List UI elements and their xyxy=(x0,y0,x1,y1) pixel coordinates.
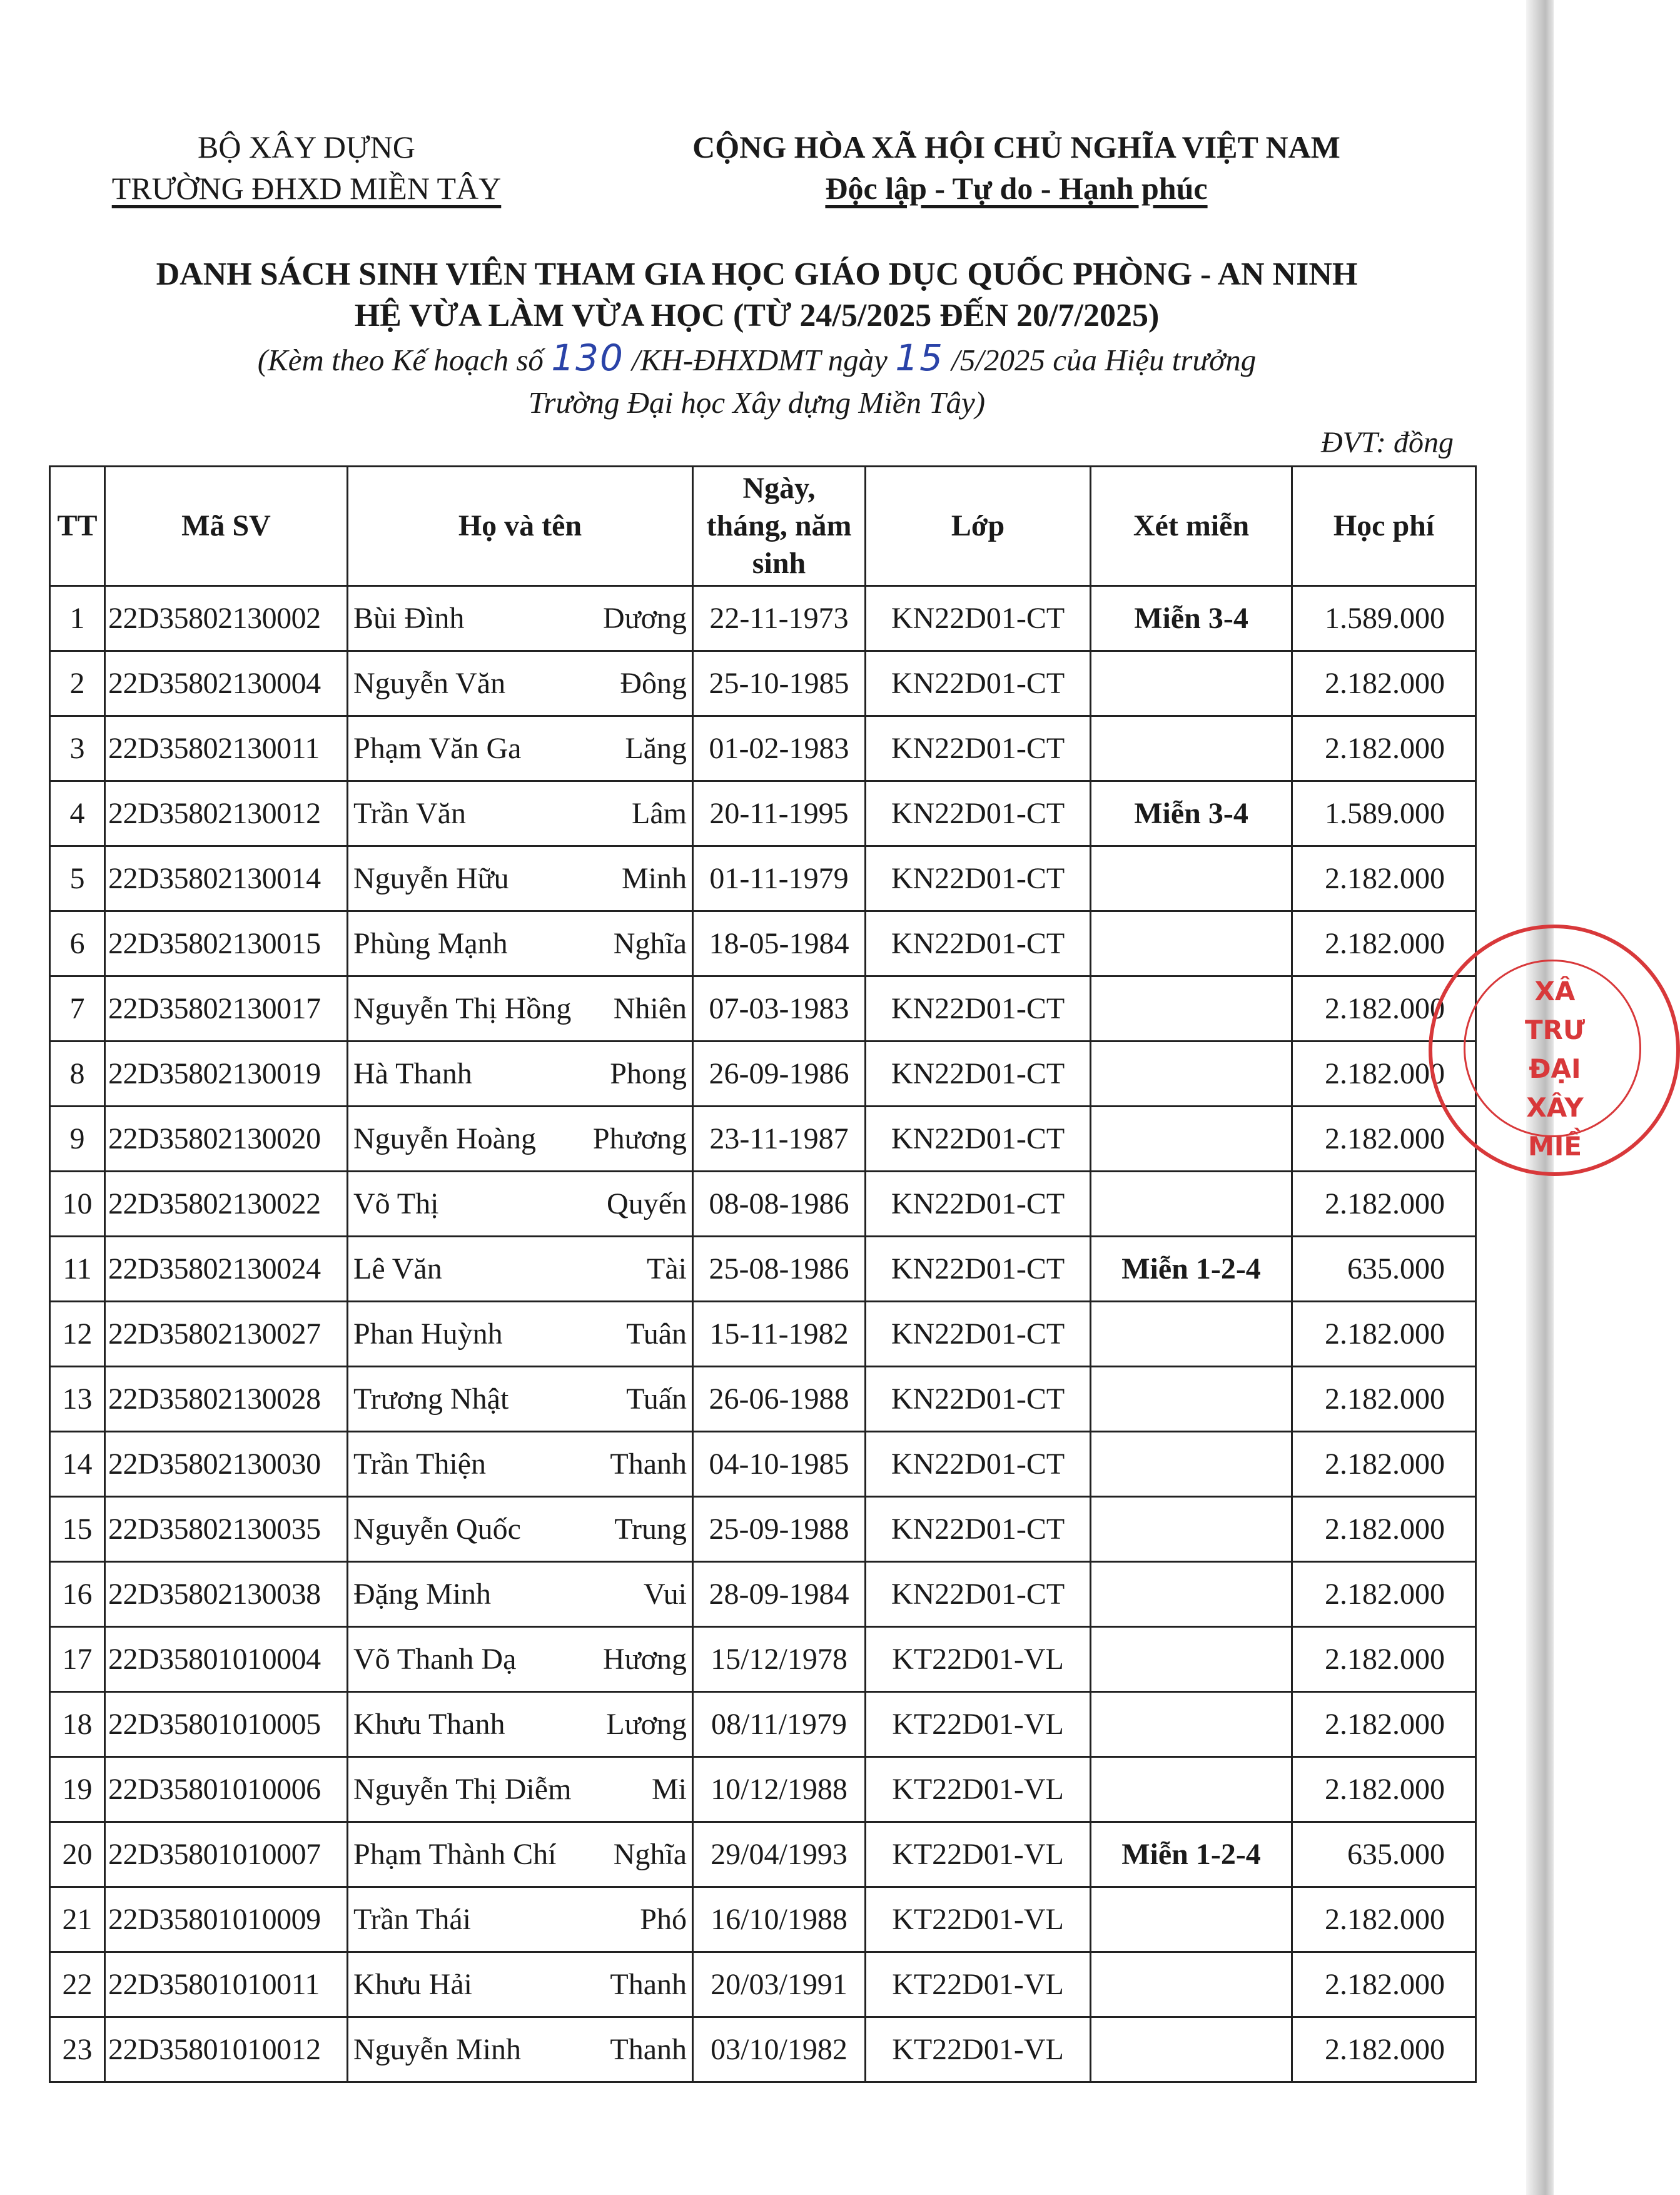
date-of-birth: 25-10-1985 xyxy=(693,651,866,716)
header-dob-line2: tháng, năm xyxy=(706,509,852,542)
given-name: Lương xyxy=(606,1708,687,1741)
exemption xyxy=(1091,1302,1292,1367)
date-of-birth: 15-11-1982 xyxy=(693,1302,866,1367)
tuition-fee: 2.182.000 xyxy=(1292,1952,1476,2017)
tuition-fee: 2.182.000 xyxy=(1292,716,1476,781)
student-id: 22D35802130028 xyxy=(105,1367,348,1432)
table-body xyxy=(50,586,1476,2082)
given-name: Tài xyxy=(647,1252,687,1285)
student-name xyxy=(348,1562,693,1627)
header-tt: TT xyxy=(50,467,105,586)
exemption xyxy=(1091,1172,1292,1237)
family-name: Nguyễn Thị Hồng xyxy=(353,992,572,1025)
subtitle-part3: /5/2025 của Hiệu trưởng xyxy=(951,343,1257,377)
exemption: Miễn 3-4 xyxy=(1091,586,1292,651)
date-of-birth: 01-11-1979 xyxy=(693,846,866,911)
class-code: KT22D01-VL xyxy=(866,1627,1091,1692)
student-name xyxy=(348,1497,693,1562)
exemption xyxy=(1091,1692,1292,1757)
student-name xyxy=(348,976,693,1042)
class-code: KT22D01-VL xyxy=(866,1822,1091,1887)
table-row xyxy=(50,911,1476,976)
exemption xyxy=(1091,1107,1292,1172)
exemption xyxy=(1091,846,1292,911)
ministry-header xyxy=(69,126,544,209)
tuition-fee: 2.182.000 xyxy=(1292,976,1476,1042)
exemption xyxy=(1091,1952,1292,2017)
date-of-birth: 08/11/1979 xyxy=(693,1692,866,1757)
class-code: KN22D01-CT xyxy=(866,1432,1091,1497)
tuition-fee: 2.182.000 xyxy=(1292,1107,1476,1172)
family-name: Nguyễn Thị Diễm xyxy=(353,1773,572,1806)
student-id: 22D35801010012 xyxy=(105,2017,348,2082)
given-name: Lâm xyxy=(632,797,687,830)
row-number: 3 xyxy=(50,716,105,781)
student-id: 22D35802130012 xyxy=(105,781,348,846)
student-id: 22D35801010011 xyxy=(105,1952,348,2017)
date-of-birth: 08-08-1986 xyxy=(693,1172,866,1237)
family-name: Võ Thanh Dạ xyxy=(353,1643,517,1676)
exemption xyxy=(1091,911,1292,976)
table-header-row xyxy=(50,467,1476,586)
student-id: 22D35802130027 xyxy=(105,1302,348,1367)
class-code: KN22D01-CT xyxy=(866,586,1091,651)
student-name xyxy=(348,1757,693,1822)
row-number: 5 xyxy=(50,846,105,911)
family-name: Nguyễn Quốc xyxy=(353,1513,521,1546)
student-id: 22D35802130022 xyxy=(105,1172,348,1237)
national-motto: Độc lập - Tự do - Hạnh phúc xyxy=(825,171,1208,206)
date-of-birth: 15/12/1978 xyxy=(693,1627,866,1692)
document-title-line2: HỆ VỪA LÀM VỪA HỌC (TỪ 24/5/2025 ĐẾN 20/7/2025) xyxy=(354,298,1160,333)
tuition-fee: 2.182.000 xyxy=(1292,1757,1476,1822)
given-name: Đông xyxy=(620,667,687,700)
row-number: 17 xyxy=(50,1627,105,1692)
given-name: Mi xyxy=(651,1773,687,1806)
date-of-birth: 25-09-1988 xyxy=(693,1497,866,1562)
given-name: Thanh xyxy=(610,1447,687,1481)
student-id: 22D35802130035 xyxy=(105,1497,348,1562)
student-name xyxy=(348,1692,693,1757)
table-row xyxy=(50,1042,1476,1107)
class-code: KN22D01-CT xyxy=(866,781,1091,846)
header-full-name: Họ và tên xyxy=(348,467,693,586)
student-name xyxy=(348,651,693,716)
date-of-birth: 26-09-1986 xyxy=(693,1042,866,1107)
given-name: Thanh xyxy=(610,1968,687,2001)
date-of-birth: 20/03/1991 xyxy=(693,1952,866,2017)
family-name: Hà Thanh xyxy=(353,1057,472,1090)
date-of-birth: 10/12/1988 xyxy=(693,1757,866,1822)
tuition-fee: 2.182.000 xyxy=(1292,2017,1476,2082)
student-id: 22D35802130002 xyxy=(105,586,348,651)
row-number: 13 xyxy=(50,1367,105,1432)
exemption xyxy=(1091,976,1292,1042)
tuition-fee: 2.182.000 xyxy=(1292,1562,1476,1627)
row-number: 7 xyxy=(50,976,105,1042)
date-of-birth: 26-06-1988 xyxy=(693,1367,866,1432)
table-row xyxy=(50,1302,1476,1367)
student-name xyxy=(348,1627,693,1692)
class-code: KN22D01-CT xyxy=(866,1107,1091,1172)
class-code: KN22D01-CT xyxy=(866,1042,1091,1107)
table-row xyxy=(50,846,1476,911)
given-name: Thanh xyxy=(610,2033,687,2066)
date-of-birth: 18-05-1984 xyxy=(693,911,866,976)
date-of-birth: 25-08-1986 xyxy=(693,1237,866,1302)
row-number: 22 xyxy=(50,1952,105,2017)
seal-text-line: TRƯ xyxy=(1524,1015,1586,1045)
subtitle-part2: /KH-ĐHXDMT ngày xyxy=(632,343,888,377)
class-code: KT22D01-VL xyxy=(866,1692,1091,1757)
family-name: Võ Thị xyxy=(353,1187,439,1220)
student-name xyxy=(348,2017,693,2082)
student-id: 22D35802130019 xyxy=(105,1042,348,1107)
date-of-birth: 01-02-1983 xyxy=(693,716,866,781)
student-name xyxy=(348,716,693,781)
tuition-fee: 2.182.000 xyxy=(1292,911,1476,976)
class-code: KN22D01-CT xyxy=(866,1497,1091,1562)
table-row xyxy=(50,976,1476,1042)
table-row xyxy=(50,1887,1476,1952)
table-row xyxy=(50,781,1476,846)
family-name: Phùng Mạnh xyxy=(353,927,508,960)
family-name: Khưu Hải xyxy=(353,1968,472,2001)
student-id: 22D35802130015 xyxy=(105,911,348,976)
exemption xyxy=(1091,651,1292,716)
family-name: Trần Văn xyxy=(353,797,467,830)
given-name: Nghĩa xyxy=(613,927,687,960)
date-of-birth: 22-11-1973 xyxy=(693,586,866,651)
row-number: 10 xyxy=(50,1172,105,1237)
seal-text xyxy=(1492,972,1617,1166)
subtitle-part1: (Kèm theo Kế hoạch số xyxy=(257,343,544,377)
class-code: KN22D01-CT xyxy=(866,651,1091,716)
row-number: 12 xyxy=(50,1302,105,1367)
document-title: DANH SÁCH SINH VIÊN THAM GIA HỌC GIÁO DỤC QUỐC PHÒNG - AN NINH xyxy=(156,256,1358,292)
row-number: 16 xyxy=(50,1562,105,1627)
row-number: 6 xyxy=(50,911,105,976)
table-row xyxy=(50,1432,1476,1497)
class-code: KN22D01-CT xyxy=(866,1562,1091,1627)
class-code: KN22D01-CT xyxy=(866,1172,1091,1237)
student-name xyxy=(348,1302,693,1367)
family-name: Đặng Minh xyxy=(353,1578,491,1611)
tuition-fee: 635.000 xyxy=(1292,1822,1476,1887)
given-name: Tuấn xyxy=(626,1382,687,1416)
tuition-fee: 2.182.000 xyxy=(1292,651,1476,716)
currency-unit-note: ĐVT: đồng xyxy=(1320,426,1454,459)
student-table xyxy=(49,465,1477,2083)
seal-text-line: MIỀ xyxy=(1527,1131,1582,1162)
student-name xyxy=(348,1887,693,1952)
scan-edge-shadow xyxy=(1526,0,1554,2195)
tuition-fee: 635.000 xyxy=(1292,1237,1476,1302)
seal-text-line: XÂY xyxy=(1526,1092,1584,1123)
table-row xyxy=(50,716,1476,781)
student-id: 22D35802130020 xyxy=(105,1107,348,1172)
family-name: Nguyễn Hoàng xyxy=(353,1122,536,1155)
row-number: 23 xyxy=(50,2017,105,2082)
student-name xyxy=(348,846,693,911)
nation-name: CỘNG HÒA XÃ HỘI CHỦ NGHĨA VIỆT NAM xyxy=(692,129,1340,165)
exemption xyxy=(1091,1627,1292,1692)
row-number: 18 xyxy=(50,1692,105,1757)
class-code: KN22D01-CT xyxy=(866,716,1091,781)
table-row xyxy=(50,586,1476,651)
student-id: 22D35802130024 xyxy=(105,1237,348,1302)
exemption: Miễn 3-4 xyxy=(1091,781,1292,846)
tuition-fee: 2.182.000 xyxy=(1292,1172,1476,1237)
tuition-fee: 2.182.000 xyxy=(1292,1042,1476,1107)
exemption xyxy=(1091,1887,1292,1952)
student-id: 22D35802130017 xyxy=(105,976,348,1042)
table-row xyxy=(50,1107,1476,1172)
student-id: 22D35801010007 xyxy=(105,1822,348,1887)
student-id: 22D35801010004 xyxy=(105,1627,348,1692)
row-number: 4 xyxy=(50,781,105,846)
given-name: Phương xyxy=(592,1122,687,1155)
exemption xyxy=(1091,1757,1292,1822)
family-name: Trần Thiện xyxy=(353,1447,487,1481)
row-number: 20 xyxy=(50,1822,105,1887)
student-id: 22D35801010006 xyxy=(105,1757,348,1822)
tuition-fee: 2.182.000 xyxy=(1292,1432,1476,1497)
exemption: Miễn 1-2-4 xyxy=(1091,1822,1292,1887)
table-row xyxy=(50,1172,1476,1237)
exemption xyxy=(1091,2017,1292,2082)
student-name xyxy=(348,1432,693,1497)
table-row xyxy=(50,1237,1476,1302)
family-name: Nguyễn Văn xyxy=(353,667,506,700)
row-number: 8 xyxy=(50,1042,105,1107)
given-name: Dương xyxy=(602,602,687,635)
class-code: KN22D01-CT xyxy=(866,1302,1091,1367)
family-name: Trần Thái xyxy=(353,1903,472,1936)
student-id: 22D35802130011 xyxy=(105,716,348,781)
exemption xyxy=(1091,716,1292,781)
header-tuition-fee: Học phí xyxy=(1292,467,1476,586)
tuition-fee: 2.182.000 xyxy=(1292,1367,1476,1432)
family-name: Phạm Văn Ga xyxy=(353,732,522,765)
given-name: Nhiên xyxy=(613,992,687,1025)
nation-header xyxy=(663,126,1370,209)
family-name: Bùi Đình xyxy=(353,602,465,635)
handwritten-plan-number: 130 xyxy=(551,337,624,379)
table-row xyxy=(50,1822,1476,1887)
given-name: Tuân xyxy=(626,1317,687,1351)
student-name xyxy=(348,586,693,651)
student-id: 22D35802130030 xyxy=(105,1432,348,1497)
given-name: Minh xyxy=(621,862,687,895)
exemption: Miễn 1-2-4 xyxy=(1091,1237,1292,1302)
tuition-fee: 1.589.000 xyxy=(1292,586,1476,651)
given-name: Hương xyxy=(602,1643,687,1676)
header-exemption: Xét miễn xyxy=(1091,467,1292,586)
header-dob-line3: sinh xyxy=(752,547,806,580)
table-row xyxy=(50,1952,1476,2017)
handwritten-day: 15 xyxy=(895,337,944,379)
class-code: KN22D01-CT xyxy=(866,976,1091,1042)
student-id: 22D35801010009 xyxy=(105,1887,348,1952)
exemption xyxy=(1091,1497,1292,1562)
tuition-fee: 2.182.000 xyxy=(1292,1627,1476,1692)
family-name: Lê Văn xyxy=(353,1252,442,1285)
exemption xyxy=(1091,1367,1292,1432)
document-subtitle-line2: Trường Đại học Xây dựng Miền Tây) xyxy=(528,385,986,420)
date-of-birth: 20-11-1995 xyxy=(693,781,866,846)
date-of-birth: 07-03-1983 xyxy=(693,976,866,1042)
header-class: Lớp xyxy=(866,467,1091,586)
row-number: 21 xyxy=(50,1887,105,1952)
tuition-fee: 2.182.000 xyxy=(1292,1887,1476,1952)
table-row xyxy=(50,651,1476,716)
date-of-birth: 03/10/1982 xyxy=(693,2017,866,2082)
header-student-id: Mã SV xyxy=(105,467,348,586)
row-number: 1 xyxy=(50,586,105,651)
school-name: TRƯỜNG ĐHXD MIỀN TÂY xyxy=(111,171,502,206)
table-row xyxy=(50,1692,1476,1757)
student-name xyxy=(348,911,693,976)
tuition-fee: 2.182.000 xyxy=(1292,1302,1476,1367)
student-name xyxy=(348,1172,693,1237)
given-name: Nghĩa xyxy=(613,1838,687,1871)
table-row xyxy=(50,1367,1476,1432)
student-id: 22D35802130004 xyxy=(105,651,348,716)
table-row xyxy=(50,1497,1476,1562)
exemption xyxy=(1091,1432,1292,1497)
row-number: 15 xyxy=(50,1497,105,1562)
date-of-birth: 29/04/1993 xyxy=(693,1822,866,1887)
given-name: Phó xyxy=(640,1903,687,1936)
student-id: 22D35801010005 xyxy=(105,1692,348,1757)
class-code: KN22D01-CT xyxy=(866,911,1091,976)
student-name xyxy=(348,781,693,846)
class-code: KT22D01-VL xyxy=(866,1887,1091,1952)
date-of-birth: 23-11-1987 xyxy=(693,1107,866,1172)
date-of-birth: 04-10-1985 xyxy=(693,1432,866,1497)
family-name: Nguyễn Hữu xyxy=(353,862,509,895)
student-name xyxy=(348,1367,693,1432)
given-name: Lăng xyxy=(625,732,687,765)
family-name: Trương Nhật xyxy=(353,1382,509,1416)
given-name: Vui xyxy=(643,1578,687,1611)
given-name: Trung xyxy=(614,1513,687,1546)
table-row xyxy=(50,1757,1476,1822)
row-number: 19 xyxy=(50,1757,105,1822)
tuition-fee: 1.589.000 xyxy=(1292,781,1476,846)
class-code: KT22D01-VL xyxy=(866,2017,1091,2082)
tuition-fee: 2.182.000 xyxy=(1292,1497,1476,1562)
row-number: 9 xyxy=(50,1107,105,1172)
document-subtitle xyxy=(75,338,1439,380)
header-date-of-birth xyxy=(693,467,866,586)
table-row xyxy=(50,2017,1476,2082)
row-number: 11 xyxy=(50,1237,105,1302)
student-name xyxy=(348,1822,693,1887)
seal-text-line: XÂ xyxy=(1534,976,1576,1006)
given-name: Phong xyxy=(610,1057,687,1090)
class-code: KT22D01-VL xyxy=(866,1952,1091,2017)
header-dob-line1: Ngày, xyxy=(742,472,816,505)
exemption xyxy=(1091,1562,1292,1627)
seal-text-line: ĐẠI xyxy=(1529,1053,1581,1084)
class-code: KN22D01-CT xyxy=(866,846,1091,911)
given-name: Quyến xyxy=(607,1187,687,1220)
student-name xyxy=(348,1042,693,1107)
student-name xyxy=(348,1107,693,1172)
family-name: Phan Huỳnh xyxy=(353,1317,503,1351)
class-code: KT22D01-VL xyxy=(866,1757,1091,1822)
table-row xyxy=(50,1562,1476,1627)
student-name xyxy=(348,1952,693,2017)
row-number: 14 xyxy=(50,1432,105,1497)
family-name: Nguyễn Minh xyxy=(353,2033,521,2066)
student-name xyxy=(348,1237,693,1302)
date-of-birth: 16/10/1988 xyxy=(693,1887,866,1952)
family-name: Phạm Thành Chí xyxy=(353,1838,557,1871)
student-id: 22D35802130038 xyxy=(105,1562,348,1627)
exemption xyxy=(1091,1042,1292,1107)
class-code: KN22D01-CT xyxy=(866,1237,1091,1302)
class-code: KN22D01-CT xyxy=(866,1367,1091,1432)
tuition-fee: 2.182.000 xyxy=(1292,1692,1476,1757)
date-of-birth: 28-09-1984 xyxy=(693,1562,866,1627)
family-name: Khưu Thanh xyxy=(353,1708,505,1741)
table-row xyxy=(50,1627,1476,1692)
tuition-fee: 2.182.000 xyxy=(1292,846,1476,911)
student-id: 22D35802130014 xyxy=(105,846,348,911)
row-number: 2 xyxy=(50,651,105,716)
ministry-name: BỘ XÂY DỰNG xyxy=(197,129,416,165)
